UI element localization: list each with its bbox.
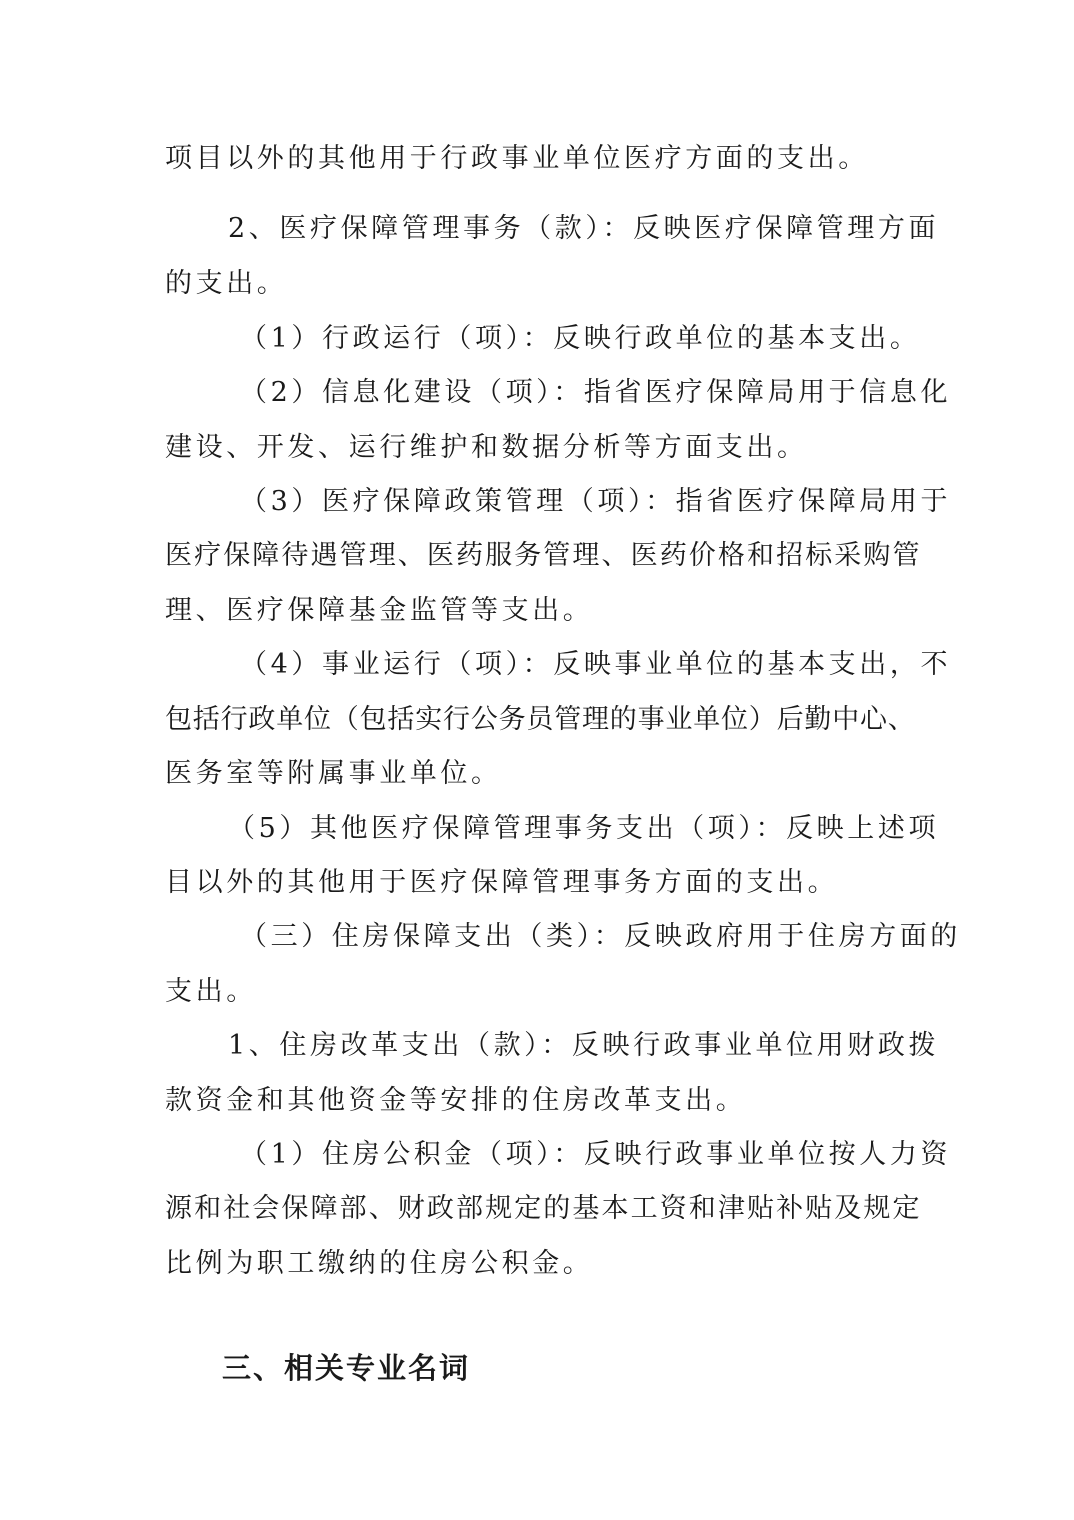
text-line: 理、医疗保障基金监管等支出。 [165,595,594,626]
text-line: 2、医疗保障管理事务（款）：反映医疗保障管理方面 [228,213,940,244]
text-line: （4）事业运行（项）：反映事业单位的基本支出，不 [240,649,952,680]
text-line: 包括行政单位（包括实行公务员管理的事业单位）后勤中心、 [165,704,916,735]
text-line: 比例为职工缴纳的住房公积金。 [165,1248,594,1279]
text-line: 建设、开发、运行维护和数据分析等方面支出。 [165,432,808,463]
text-line: （三）住房保障支出（类）：反映政府用于住房方面的 [240,921,961,952]
text-line: 1、住房改革支出（款）：反映行政事业单位用财政拨 [228,1030,940,1061]
text-line: （1）住房公积金（项）：反映行政事业单位按人力资 [240,1139,952,1170]
text-line: （2）信息化建设（项）：指省医疗保障局用于信息化 [240,377,952,408]
text-line: （3）医疗保障政策管理（项）：指省医疗保障局用于 [240,486,952,517]
text-line: 支出。 [165,976,257,1007]
text-line: （5）其他医疗保障管理事务支出（项）：反映上述项 [228,813,940,844]
text-line: 源和社会保障部、财政部规定的基本工资和津贴补贴及规定 [165,1193,922,1224]
text-line: 款资金和其他资金等安排的住房改革支出。 [165,1085,747,1116]
text-line: 项目以外的其他用于行政事业单位医疗方面的支出。 [165,143,869,174]
text-line: 目以外的其他用于医疗保障管理事务方面的支出。 [165,867,839,898]
section-heading: 三、相关专业名词 [222,1351,471,1385]
text-line: （1）行政运行（项）：反映行政单位的基本支出。 [240,323,921,354]
text-line: 的支出。 [165,268,288,299]
text-line: 医务室等附属事业单位。 [165,758,502,789]
text-line: 医疗保障待遇管理、医药服务管理、医药价格和招标采购管 [165,540,922,571]
